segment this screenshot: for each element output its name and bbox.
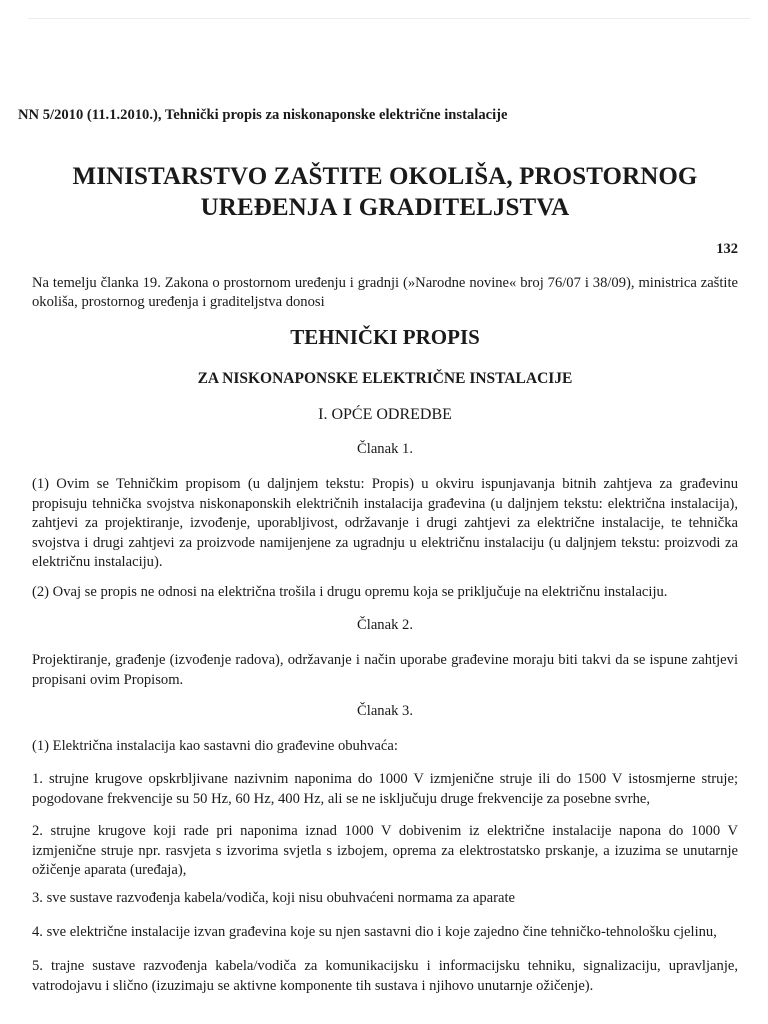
article-1-paragraph-2: (2) Ovaj se propis ne odnosi na električna trošila i drugu opremu koja se priključuje na električnu instalaciju. bbox=[32, 584, 668, 600]
article-3-heading: Članak 3. bbox=[357, 703, 413, 719]
intro-paragraph: Na temelju članka 19. Zakona o prostornom uređenju i gradnji (»Narodne novine« broj 76/07 i 38/09), ministrica zaštite okoliša, prostornog uređenja i graditeljstva donosi bbox=[32, 275, 738, 310]
document-number: 132 bbox=[716, 241, 738, 257]
article-3-item-3: 3. sve sustave razvođenja kabela/vodiča, koji nisu obuhvaćeni normama za aparate bbox=[32, 890, 516, 906]
article-3-item-1: 1. strujne krugove opskrbljivane nazivnim naponima do 1000 V izmjenične struje ili do 1500 V istosmjerne struje; pogodovane frekvencije su 50 Hz, 60 Hz, 400 Hz, ali se ne isključuju druge frekvencije za posebne svrhe, bbox=[32, 771, 738, 807]
ministry-heading bbox=[32, 161, 738, 223]
section-heading: I. OPĆE ODREDBE bbox=[318, 406, 452, 423]
article-2-heading: Članak 2. bbox=[357, 617, 413, 633]
ministry-heading-line-2: UREĐENJA I GRADITELJSTVA bbox=[200, 194, 570, 221]
article-3-item-5: 5. trajne sustave razvođenja kabela/vodiča za komunikacijsku i informacijsku tehniku, signalizaciju, upravljanje, vatrodojavu i slično (izuzimaju se aktivne komponente tih sustava i njihovo unutarnje ožičenje). bbox=[32, 958, 738, 994]
article-3-item-4: 4. sve električne instalacije izvan građevina koje su njen sastavni dio i koje zajedno čine tehničko-tehnološku cjelinu, bbox=[32, 924, 717, 940]
ministry-heading-line-1: MINISTARSTVO ZAŠTITE OKOLIŠA, PROSTORNOG bbox=[72, 163, 698, 190]
article-3-paragraph-1: (1) Električna instalacija kao sastavni dio građevine obuhvaća: bbox=[32, 738, 398, 754]
article-3-item-2: 2. strujne krugove koji rade pri naponima iznad 1000 V dobivenim iz električne instalacije napona do 1000 V izmjenične struje npr. rasvjeta s izvorima svjetla s izbojem, oprema za elektrostatsko prskanje, a izuzima se unutarnje ožičenje aparata (uređaja), bbox=[32, 823, 738, 878]
article-1-paragraph-1: (1) Ovim se Tehničkim propisom (u daljnjem tekstu: Propis) u okviru ispunjavanja bitnih zahtjeva za građevinu propisuju tehnička svojstva niskonaponskih električnih instalacija građevina (u daljnjem tekstu: električna instalacija), zahtjevi za projektiranje, izvođenje, uporabljivost, održavanje i drugi zahtjevi za električne instalacije, te tehnička svojstva i drugi zahtjevi za proizvode namijenjene za ugradnju u električnu instalaciju (u daljnjem tekstu: proizvodi za električnu instalaciju). bbox=[32, 476, 738, 570]
article-1-heading: Članak 1. bbox=[357, 441, 413, 457]
article-2-paragraph-1: Projektiranje, građenje (izvođenje radova), održavanje i način uporabe građevine moraju biti takvi da se ispune zahtjevi propisani ovim Propisom. bbox=[32, 652, 738, 688]
regulation-title: TEHNIČKI PROPIS bbox=[290, 325, 480, 349]
document-citation: NN 5/2010 (11.1.2010.), Tehnički propis za niskonaponske električne instalacije bbox=[18, 107, 508, 123]
top-divider bbox=[28, 18, 750, 19]
regulation-subtitle: ZA NISKONAPONSKE ELEKTRIČNE INSTALACIJE bbox=[197, 370, 573, 387]
